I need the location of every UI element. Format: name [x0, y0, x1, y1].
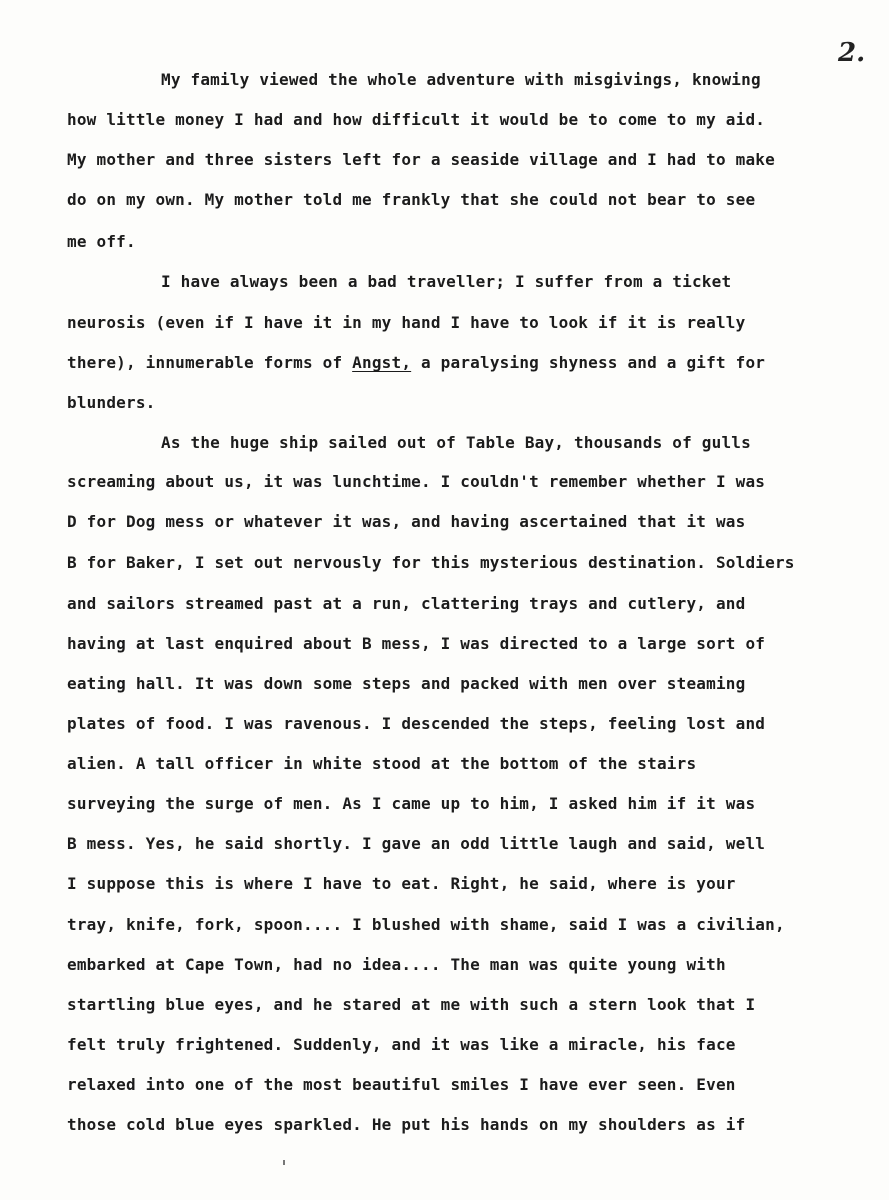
- text-line: how little money I had and how difficult it would be to come to my aid.: [67, 110, 766, 129]
- text-line: those cold blue eyes sparkled. He put his hands on my shoulders as if: [67, 1115, 746, 1134]
- page-number: 2.: [838, 38, 866, 68]
- text-line: felt truly frightened. Suddenly, and it was like a miracle, his face: [67, 1035, 736, 1054]
- text-line: D for Dog mess or whatever it was, and having ascertained that it was: [67, 512, 746, 531]
- text-line: plates of food. I was ravenous. I descended the steps, feeling lost and: [67, 714, 766, 733]
- text-line: me off.: [67, 232, 136, 251]
- text-segment: a paralysing shyness and a gift for: [411, 353, 766, 372]
- text-line: neurosis (even if I have it in my hand I have to look if it is really: [67, 313, 746, 332]
- text-line: B mess. Yes, he said shortly. I gave an odd little laugh and said, well: [67, 834, 766, 853]
- text-line: do on my own. My mother told me frankly that she could not bear to see: [67, 190, 756, 209]
- text-line: having at last enquired about B mess, I was directed to a large sort of: [67, 634, 766, 653]
- underlined-word: Angst,: [352, 353, 412, 372]
- text-line: eating hall. It was down some steps and packed with men over steaming: [67, 674, 746, 693]
- text-line: I have always been a bad traveller; I suffer from a ticket: [161, 272, 732, 291]
- text-line: [67, 353, 765, 373]
- text-line: tray, knife, fork, spoon.... I blushed with shame, said I was a civilian,: [67, 915, 785, 934]
- text-line: My mother and three sisters left for a seaside village and I had to make: [67, 150, 775, 169]
- text-line: As the huge ship sailed out of Table Bay, thousands of gulls: [161, 433, 751, 452]
- text-line: surveying the surge of men. As I came up to him, I asked him if it was: [67, 794, 756, 813]
- text-line: My family viewed the whole adventure with misgivings, knowing: [161, 70, 761, 89]
- text-line: alien. A tall officer in white stood at the bottom of the stairs: [67, 754, 697, 773]
- paper-speck: [283, 1160, 285, 1165]
- text-line: blunders.: [67, 393, 156, 412]
- text-segment: there), innumerable forms of: [67, 353, 353, 372]
- text-line: B for Baker, I set out nervously for this mysterious destination. Soldiers: [67, 553, 795, 572]
- text-line: embarked at Cape Town, had no idea.... The man was quite young with: [67, 955, 726, 974]
- text-line: relaxed into one of the most beautiful smiles I have ever seen. Even: [67, 1075, 736, 1094]
- text-line: startling blue eyes, and he stared at me with such a stern look that I: [67, 995, 756, 1014]
- text-line: and sailors streamed past at a run, clattering trays and cutlery, and: [67, 594, 746, 613]
- text-line: screaming about us, it was lunchtime. I couldn't remember whether I was: [67, 472, 766, 491]
- text-line: I suppose this is where I have to eat. Right, he said, where is your: [67, 874, 736, 893]
